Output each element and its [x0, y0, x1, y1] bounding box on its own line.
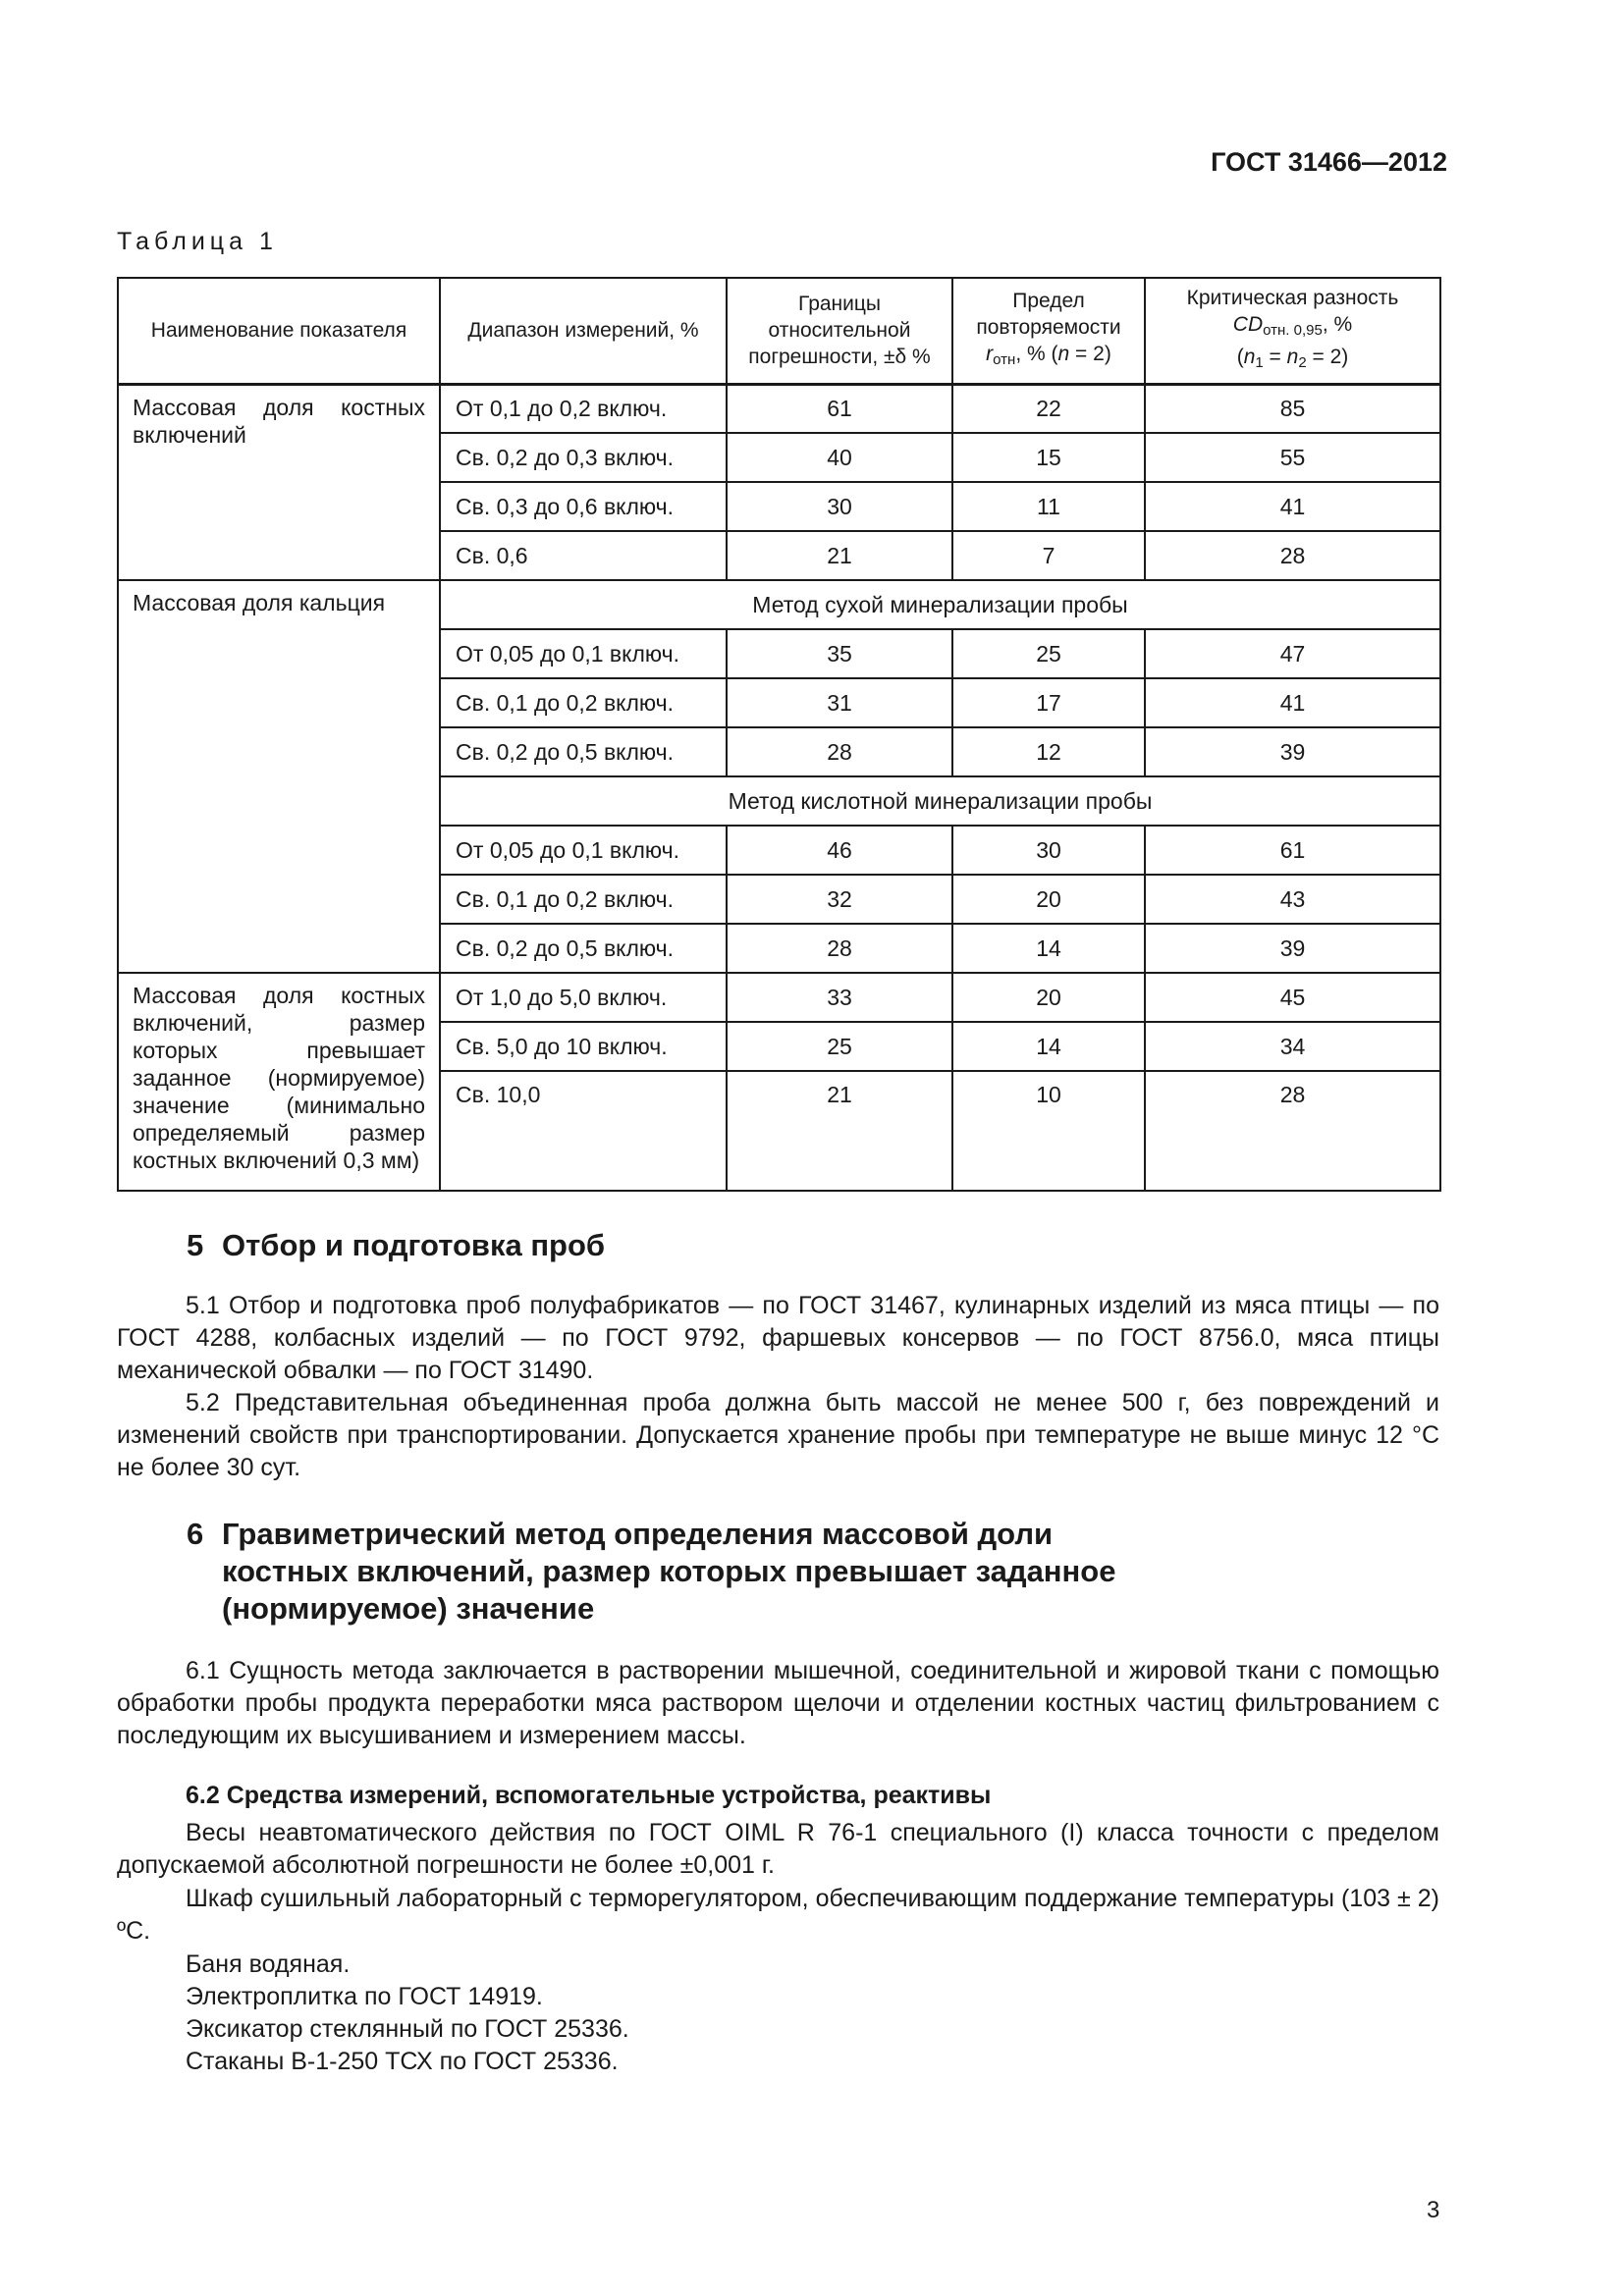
indicator-cell: Массовая доля кальция [118, 580, 440, 973]
range-cell: От 0,05 до 0,1 включ. [440, 826, 727, 875]
repeatability-cell: 14 [952, 1022, 1145, 1071]
data-table [117, 277, 1441, 1192]
paragraph-5-1: 5.1 Отбор и подготовка проб полуфабрикатов — по ГОСТ 31467, кулинарных изделий из мяса птицы — по ГОСТ 4288, колбасных изделий — по ГОСТ 9792, фаршевых консервов — по ГОСТ 8756.0, мяса птицы механической обвалки — по ГОСТ 31490. [117, 1292, 1439, 1384]
critical-difference-cell: 41 [1145, 678, 1440, 727]
critical-difference-cell: 39 [1145, 727, 1440, 776]
critical-difference-cell: 39 [1145, 924, 1440, 973]
critical-difference-cell: 61 [1145, 826, 1440, 875]
range-cell: От 1,0 до 5,0 включ. [440, 973, 727, 1022]
range-cell: Св. 0,2 до 0,3 включ. [440, 433, 727, 482]
critical-difference-cell: 41 [1145, 482, 1440, 531]
list-item: Стаканы В-1-250 ТСХ по ГОСТ 25336. [186, 2048, 619, 2075]
range-cell: Св. 0,3 до 0,6 включ. [440, 482, 727, 531]
repeatability-cell: 15 [952, 433, 1145, 482]
header-critical-difference: Критическая разность $CD_{отн. 0,95}$, % $(n_1 = n_2 = 2)$ [1145, 278, 1440, 384]
table-row [118, 384, 1440, 433]
document-code: ГОСТ 31466—2012 [1211, 147, 1447, 177]
repeatability-cell: 22 [952, 384, 1145, 433]
section-title-line: (нормируемое) значение [222, 1591, 595, 1626]
error-cell: 21 [727, 1071, 952, 1191]
critical-difference-cell: 28 [1145, 1071, 1440, 1191]
subsection-6-2-heading: 6.2 Средства измерений, вспомогательные устройства, реактивы [186, 1782, 992, 1809]
critical-difference-cell: 43 [1145, 875, 1440, 924]
repeatability-cell: 25 [952, 629, 1145, 678]
critical-difference-cell: 34 [1145, 1022, 1440, 1071]
table-caption: Таблица 1 [117, 228, 278, 255]
paragraph-6-1: 6.1 Сущность метода заключается в растворении мышечной, соединительной и жировой ткани с помощью обработки пробы продукта переработки мяса раствором щелочи и отделении костных частиц фильтрованием с последующим их высушиванием и измерением массы. [117, 1657, 1439, 1749]
error-cell: 35 [727, 629, 952, 678]
repeatability-cell: 17 [952, 678, 1145, 727]
page-number: 3 [1427, 2197, 1440, 2223]
range-cell: Св. 0,2 до 0,5 включ. [440, 727, 727, 776]
paragraph-scales: Весы неавтоматического действия по ГОСТ OIML R 76-1 специального (I) класса точности с пределом допускаемой абсолютной погрешности не более ±0,001 г. [117, 1819, 1439, 1879]
section-5-heading [187, 1227, 605, 1264]
table-header-row [118, 278, 1440, 384]
indicator-cell: Массовая доля костных включений, размер которых превышает заданное (нормируемое) значение (минимально определяемый размер костных включений 0,3 мм) [118, 973, 440, 1191]
header-error-bounds: Границы относительной погрешности, ±δ % [727, 278, 952, 384]
section-number: 6 [187, 1517, 204, 1551]
table-row [118, 973, 1440, 1022]
section-number: 5 [187, 1228, 204, 1262]
header-range: Диапазон измерений, % [440, 278, 727, 384]
critical-difference-cell: 47 [1145, 629, 1440, 678]
critical-difference-cell: 55 [1145, 433, 1440, 482]
critical-difference-cell: 28 [1145, 531, 1440, 580]
range-cell: Св. 0,2 до 0,5 включ. [440, 924, 727, 973]
list-item: Эксикатор стеклянный по ГОСТ 25336. [186, 2015, 629, 2043]
repeatability-cell: 12 [952, 727, 1145, 776]
error-cell: 21 [727, 531, 952, 580]
critical-difference-cell: 85 [1145, 384, 1440, 433]
list-item: Электроплитка по ГОСТ 14919. [186, 1983, 543, 2010]
repeatability-cell: 30 [952, 826, 1145, 875]
section-title: Отбор и подготовка проб [222, 1228, 606, 1262]
critical-difference-cell: 45 [1145, 973, 1440, 1022]
repeatability-cell: 20 [952, 973, 1145, 1022]
section-title-line: костных включений, размер которых превышает заданное [222, 1554, 1116, 1588]
range-cell: Св. 0,6 [440, 531, 727, 580]
error-cell: 33 [727, 973, 952, 1022]
range-cell: От 0,1 до 0,2 включ. [440, 384, 727, 433]
repeatability-cell: 11 [952, 482, 1145, 531]
method-dry-label: Метод сухой минерализации пробы [440, 580, 1440, 629]
repeatability-cell: 10 [952, 1071, 1145, 1191]
error-cell: 28 [727, 924, 952, 973]
range-cell: Св. 10,0 [440, 1071, 727, 1191]
repeatability-cell: 14 [952, 924, 1145, 973]
repeatability-cell: 7 [952, 531, 1145, 580]
error-cell: 46 [727, 826, 952, 875]
paragraph-drying-oven: Шкаф сушильный лабораторный с терморегулятором, обеспечивающим поддержание температуры (103 ± 2) ºС. [117, 1885, 1439, 1945]
header-repeatability: Предел повторяемости $r_{отн}$, % (n = 2) [952, 278, 1145, 384]
method-acid-label: Метод кислотной минерализации пробы [440, 776, 1440, 826]
error-cell: 30 [727, 482, 952, 531]
error-cell: 25 [727, 1022, 952, 1071]
indicator-cell: Массовая доля костных включений [118, 384, 440, 580]
error-cell: 28 [727, 727, 952, 776]
section-6-heading [187, 1516, 1115, 1628]
range-cell: Св. 0,1 до 0,2 включ. [440, 875, 727, 924]
list-item: Баня водяная. [186, 1950, 351, 1978]
repeatability-cell: 20 [952, 875, 1145, 924]
header-indicator: Наименование показателя [118, 278, 440, 384]
error-cell: 32 [727, 875, 952, 924]
error-cell: 31 [727, 678, 952, 727]
paragraph-5-2: 5.2 Представительная объединенная проба должна быть массой не менее 500 г, без повреждений и изменений свойств при транспортировании. Допускается хранение пробы при температуре не выше минус 12 °С не более 30 сут. [117, 1389, 1439, 1481]
error-cell: 61 [727, 384, 952, 433]
range-cell: Св. 5,0 до 10 включ. [440, 1022, 727, 1071]
section-title-line: Гравиметрический метод определения массовой доли [222, 1517, 1054, 1551]
range-cell: От 0,05 до 0,1 включ. [440, 629, 727, 678]
table-method-row [118, 580, 1440, 629]
range-cell: Св. 0,1 до 0,2 включ. [440, 678, 727, 727]
error-cell: 40 [727, 433, 952, 482]
